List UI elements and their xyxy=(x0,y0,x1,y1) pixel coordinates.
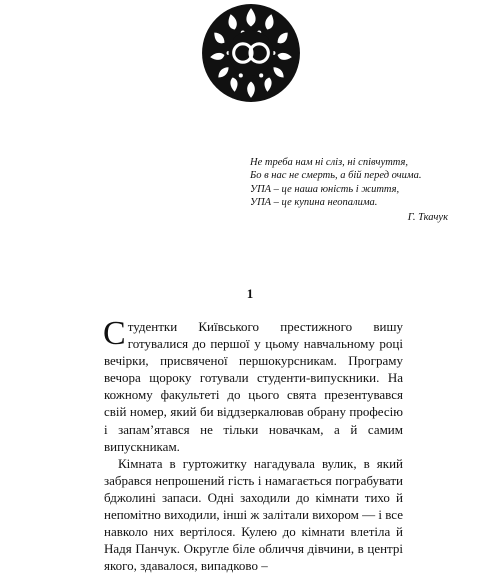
epigraph-author: Г. Ткачук xyxy=(407,211,448,223)
paragraph xyxy=(103,315,403,455)
drop-cap: С xyxy=(103,315,126,352)
paragraph: Кімната в гуртожитку нагадувала вулик, в який забрався непрошений гість і намагається пограбувати бджолині запаси. Одні заходили до кімнати тихо й непомітно виходили, інші ж залітали вихором — і все навколо них вертілося. Кулею до кімнати влетіла й Надя Панчук. Округле біле обличчя дівчини, в центрі якого, здавалося, випадково – xyxy=(104,455,403,574)
decorative-ornament-vignette xyxy=(200,2,302,104)
chapter-number: 1 xyxy=(246,286,254,301)
epigraph-line: Бо в нас не смерть, а бій перед очима. xyxy=(250,170,422,182)
chapter-text xyxy=(103,315,403,574)
paragraph-text: тудентки Київського престижного вишу готувалися до першої у цьому навчальному році вечірки, присвяченої першокурсникам. Програму вечора щороку готували студенти-випускники. На кожному факультеті до цього свята презентувався свій номер, який би віддзеркалював обрану професію і запам’ятався не тільки новачкам, а й самим випускникам. xyxy=(104,319,403,454)
epigraph xyxy=(250,156,450,224)
epigraph-line: Не треба нам ні сліз, ні співчуття, xyxy=(250,157,409,168)
epigraph-line: УПА – це наша юність і життя, xyxy=(250,183,400,195)
epigraph-line: УПА – це купина неопалима. xyxy=(250,197,378,209)
